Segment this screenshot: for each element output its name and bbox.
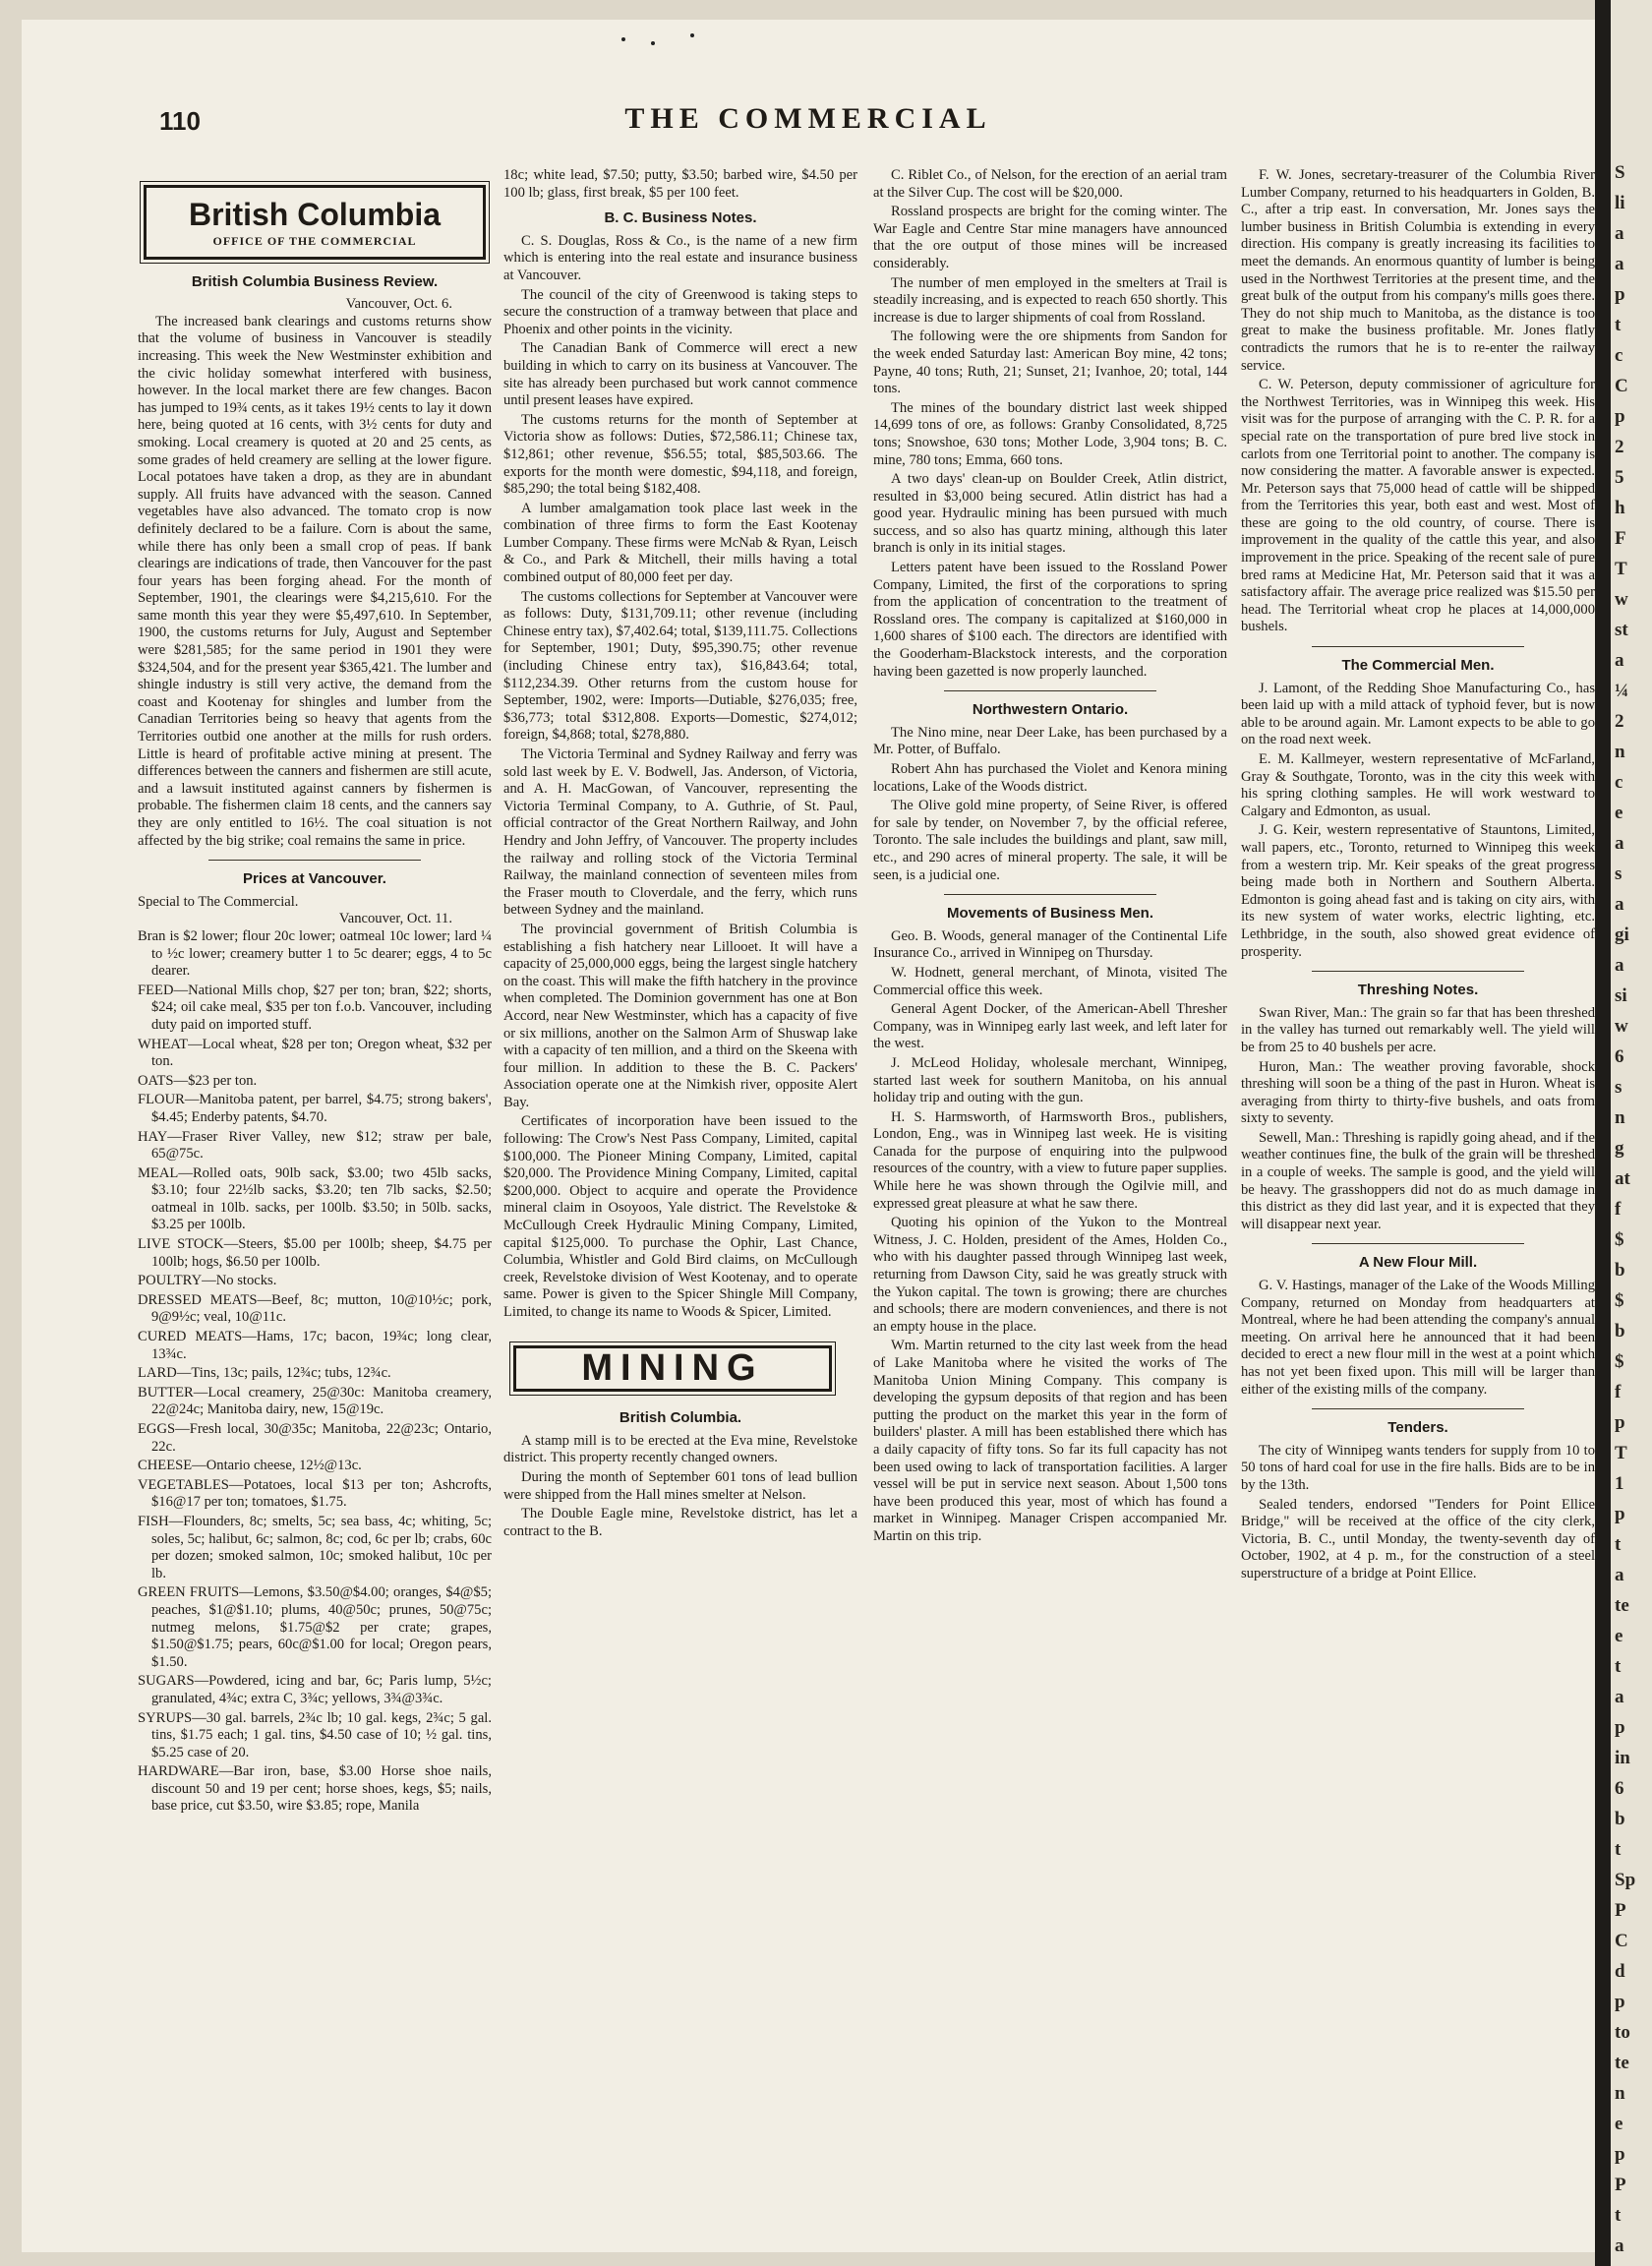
notes-list <box>503 233 857 1322</box>
article-heading: B. C. Business Notes. <box>604 209 757 227</box>
article-heading: Tenders. <box>1387 1419 1448 1437</box>
news-item: Certificates of incorporation have been issued to the following: The Crow's Nest Pass Company, Limited, capital $100,000. The Pioneer Mining Company, Limited, capital $20,000. The Providence Mining Company, Limited, capital $200,000. Object to acquire and operate the Providence mineral claim in Osoyoos, Yale district. The Revelstoke & McCullough Creek Hydraulic Mining Company, Limited, capital $125,000. To purchase the Ophir, Last Chance, Columbia, Whistler and Gold Bird claims, on McCullough creek, Revelstoke division of West Kootenay, and to operate same. Power is given to the Spicer Shingle Mill Company, Limited, to change its name to Woods & Spicer, Limited. <box>503 1113 857 1320</box>
news-item: The customs returns for the month of September at Victoria show as follows: Duties, $72,586.11; Chinese tax, $12,861; other revenue, $56.55; total, $85,503.66. The exports for the month were domestic, $94,118, and foreign, $85,290; the total being $182,408. <box>503 411 857 498</box>
adjacent-page-fragment: g <box>1615 1138 1624 1159</box>
price-list <box>138 928 492 1816</box>
divider <box>1312 1243 1524 1244</box>
price-item: GREEN FRUITS—Lemons, $3.50@$4.00; oranges, $4@$5; peaches, $1@$1.10; plums, 40@50c; prunes, 50@75c; nutmeg melons, $1.75@$2 per crate; grapes, $1.50@$1.75; pears, 60c@$1.00 for local; Oregon pears, $1.50. <box>138 1584 492 1670</box>
news-item: Wm. Martin returned to the city last week from the head of Lake Manitoba where he visited the works of The Manitoba Union Mining Company. This company is developing the gypsum deposits of that region and has been putting the product on the market this year in the form of builders' plaster. A mill has been established there which has a daily capacity of fifty tons. So far its full capacity has not been used owing to lack of transportation facilities. A larger vessel will be put in service next season. About 1,500 tons have been produced this year, most of which has found a market in Winnipeg. Manager Crispen accompanied Mr. Martin on this trip. <box>873 1338 1227 1544</box>
adjacent-page-fragment: 1 <box>1615 1473 1624 1494</box>
adjacent-page-fragment: b <box>1615 1809 1625 1829</box>
price-item: EGGS—Fresh local, 30@35c; Manitoba, 22@23c; Ontario, 22c. <box>138 1421 492 1455</box>
adjacent-page-fragment: h <box>1615 498 1625 518</box>
divider <box>1312 971 1524 972</box>
adjacent-page-fragment: te <box>1615 2053 1629 2073</box>
column-3 <box>873 167 1227 2223</box>
news-item: The following were the ore shipments from Sandon for the week ended Saturday last: American Boy mine, 42 tons; Payne, 40 tons; Ruth, 21; Sunset, 21; Ivanhoe, 20; total, 144 tons. <box>873 328 1227 397</box>
price-item: HARDWARE—Bar iron, base, $3.00 Horse shoe nails, discount 50 and 19 per cent; horse shoes, kegs, $5; nails, base price, cut $3.50, wire $3.85; rope, Manila <box>138 1763 492 1815</box>
news-item: Sewell, Man.: Threshing is rapidly going ahead, and if the weather continues fine, the bulk of the grain will be threshed in a couple of weeks. The sample is good, and the yield will be heavy. The grasshoppers did not do as much damage in this district as they did last year, and it is expected that they will disappear next year. <box>1241 1129 1595 1232</box>
adjacent-page-fragment: e <box>1615 1626 1623 1646</box>
adjacent-page-fragment: a <box>1615 955 1624 976</box>
adjacent-page-fragment: C <box>1615 376 1628 396</box>
adjacent-page-fragment: $ <box>1615 1229 1624 1250</box>
price-item: OATS—$23 per ton. <box>138 1072 258 1089</box>
article-body: 18c; white lead, $7.50; putty, $3.50; barbed wire, $4.50 per 100 lb; glass, first break, $5 per 100 feet. <box>503 167 857 201</box>
news-item: J. McLeod Holiday, wholesale merchant, Winnipeg, started last week for southern Manitoba, on his annual holiday trip and outing with the gun. <box>873 1054 1227 1106</box>
news-item: The council of the city of Greenwood is taking steps to secure the construction of a tramway between that place and Phoenix and other points in the vicinity. <box>503 286 857 337</box>
adjacent-page-fragment: n <box>1615 1107 1625 1128</box>
adjacent-page-fragment: 6 <box>1615 1046 1624 1067</box>
adjacent-page-fragment: at <box>1615 1168 1630 1189</box>
movements-list <box>873 928 1227 1546</box>
column-1 <box>138 167 492 2223</box>
article-heading: Threshing Notes. <box>1357 982 1479 999</box>
adjacent-page-fragment: a <box>1615 650 1624 671</box>
intro-list <box>1241 167 1595 636</box>
adjacent-page-fragment: e <box>1615 803 1623 823</box>
news-item: F. W. Jones, secretary-treasurer of the Columbia River Lumber Company, returned to his headquarters in Golden, B. C., after a trip east. In conversation, Mr. Jones says the lumber business in British Columbia is extending in every direction. His company is greatly increasing its facilities to meet the demands. An enormous quantity of lumber is being used in the Northwest Territories at the present time, and the great bulk of the output from his company's mills goes there. They do not ship much to Manitoba, as the distance is too great to make the business profitable. Mr. Jones flatly contradicts the rumors that he is to re-enter the railway service. <box>1241 167 1595 374</box>
adjacent-page-fragment: 5 <box>1615 467 1624 488</box>
dateline: Vancouver, Oct. 11. <box>338 911 452 927</box>
price-item: SYRUPS—30 gal. barrels, 2¾c lb; 10 gal. kegs, 2¾c; 5 gal. tins, $1.75 each; 1 gal. tins, $4.50 case of 10; ½ gal. tins, $5.25 case of 20. <box>138 1709 492 1760</box>
adjacent-page-fragment: s <box>1615 864 1622 884</box>
price-item: DRESSED MEATS—Beef, 8c; mutton, 10@10½c; pork, 9@9½c; veal, 10@11c. <box>138 1291 492 1326</box>
adjacent-page-fragment: P <box>1615 2175 1626 2195</box>
price-item: CHEESE—Ontario cheese, 12½@13c. <box>138 1458 362 1474</box>
news-item: Rossland prospects are bright for the coming winter. The War Eagle and Centre Star mine managers have announced that the ore output of those mines will be increased considerably. <box>873 204 1227 271</box>
news-item: J. G. Keir, western representative of Stauntons, Limited, wall papers, etc., Toronto, returned to Winnipeg this week from a western trip. Mr. Keir speaks of the great progress being made both in Northern and Southern Alberta. Edmonton is going ahead fast and is taking on city airs, with its new system of water works, electric lighting, etc. Lethbridge, in the south, also showed great evidence of prosperity. <box>1241 822 1595 960</box>
adjacent-page-fragment: $ <box>1615 1351 1624 1372</box>
news-item: The mines of the boundary district last week shipped 14,699 tons of ore, as follows: Granby Consolidated, 8,725 tons; Snowshoe, 630 tons; Mother Lode, 3,904 tons; B. C. mine, 780 tons; Emma, 660 tons. <box>873 399 1227 468</box>
price-item: FEED—National Mills chop, $27 per ton; bran, $22; shorts, $24; oil cake meal, $35 per ton f.o.b. Vancouver, including duty paid on imported stuff. <box>138 982 492 1033</box>
adjacent-page-fragment: a <box>1615 1565 1624 1585</box>
column-4 <box>1241 167 1595 2223</box>
section-box-subtitle: OFFICE OF THE COMMERCIAL <box>212 234 417 248</box>
commercial-men-list <box>1241 681 1595 962</box>
adjacent-page-fragment: F <box>1615 528 1626 549</box>
price-item: LARD—Tins, 13c; pails, 12¾c; tubs, 12¾c. <box>138 1365 391 1382</box>
page-header <box>22 98 1595 142</box>
adjacent-page-edge <box>1611 0 1652 2266</box>
price-item: FLOUR—Manitoba patent, per barrel, $4.75; strong bakers', $4.45; Enderby patents, $4.70. <box>138 1092 492 1125</box>
column-2 <box>503 167 857 2223</box>
adjacent-page-fragment: b <box>1615 1260 1625 1281</box>
adjacent-page-fragment: t <box>1615 315 1622 335</box>
adjacent-page-fragment: st <box>1615 620 1628 640</box>
adjacent-page-fragment: d <box>1615 1961 1625 1982</box>
adjacent-page-fragment: p <box>1615 1504 1625 1524</box>
divider <box>944 894 1156 895</box>
divider <box>1312 646 1524 647</box>
adjacent-page-fragment: e <box>1615 2114 1623 2134</box>
adjacent-page-fragment: t <box>1615 1656 1622 1677</box>
adjacent-page-fragment: gi <box>1615 924 1629 945</box>
news-item: The Olive gold mine property, of Seine River, is offered for sale by tender, on November 7, by the official referee, Toronto. The sale includes the buildings and plant, saw mill, etc., and 290 acres of mineral property. The sale, it will be seen, is a judicial one. <box>873 798 1227 883</box>
tenders-list <box>1241 1443 1595 1583</box>
price-item: SUGARS—Powdered, icing and bar, 6c; Paris lump, 5½c; granulated, 4¾c; extra C, 3¾c; yellows, 3¾@3¾c. <box>138 1673 492 1706</box>
news-item: Quoting his opinion of the Yukon to the Montreal Witness, J. C. Holden, president of the Ames, Holden Co., who with his daughter passed through Winnipeg last week, returning from Dawson City, said he was greatly struck with the Yukon capital. The town is growing; there are churches and schools; there are modern conveniences, and there is not an empty house in the place. <box>873 1215 1227 1335</box>
news-item: The customs collections for September at Vancouver were as follows: Duty, $131,709.11; other revenue (including Chinese entry tax), $7,402.64; total, $139,111.75. Collections for September, 1901; Duty, $95,390.75; other revenue (including Chinese entry tax), $16,843.64; total, $112,234.39. Other returns from the custom house for September, 1902, were: Imports—Dutiable, $276,035; free, $36,773; total $312,808. Exports—Domestic, $274,012; foreign, $4,868; total, $278,880. <box>503 588 857 744</box>
adjacent-page-fragment: n <box>1615 2083 1625 2104</box>
price-item: POULTRY—No stocks. <box>138 1273 277 1289</box>
adjacent-page-fragment: a <box>1615 2236 1624 2256</box>
mining-list <box>503 1433 857 1541</box>
scan-dot <box>690 33 694 37</box>
adjacent-page-fragment: 2 <box>1615 711 1624 732</box>
adjacent-page-fragment: ¼ <box>1615 681 1629 701</box>
adjacent-page-fragment: 6 <box>1615 1778 1624 1799</box>
adjacent-page-fragment: in <box>1615 1748 1630 1768</box>
news-item: General Agent Docker, of the American-Abell Thresher Company, was in Winnipeg early last week, and left later for the west. <box>873 1001 1227 1052</box>
newspaper-page <box>22 20 1595 2252</box>
adjacent-page-fragment: a <box>1615 894 1624 915</box>
article-heading: British Columbia Business Review. <box>191 272 439 290</box>
adjacent-page-fragment: si <box>1615 985 1627 1006</box>
adjacent-page-fragment: 2 <box>1615 437 1624 457</box>
news-item: The city of Winnipeg wants tenders for supply from 10 to 50 tons of hard coal for use in the fire halls. Bids are to be in by the 13th. <box>1241 1442 1595 1493</box>
article-body: G. V. Hastings, manager of the Lake of the Woods Milling Company, returned on Monday from headquarters at Montreal, where he had been attending the company's annual meeting. On arrival here he announced that it had been decided to erect a new flour mill in the west at a point which has not yet been fixed upon. This mill will be larger than either of the existing mills of the company. <box>1241 1278 1595 1398</box>
article-heading: Movements of Business Men. <box>946 905 1154 923</box>
news-item: The Canadian Bank of Commerce will erect a new building in which to carry on its business at Vancouver. The site has already been purchased but work cannot commence until present leases have expired. <box>503 340 857 409</box>
adjacent-page-fragment: to <box>1615 2022 1630 2043</box>
news-item: Geo. B. Woods, general manager of the Continental Life Insurance Co., arrived in Winnipeg on Thursday. <box>873 927 1227 962</box>
article-heading: British Columbia. <box>619 1409 742 1427</box>
news-item: A two days' clean-up on Boulder Creek, Atlin district, resulted in $3,000 being secured. Atlin district has had a good year. Hydraulic mining has been pursued with much success, and so also has quartz mining, although this later branch is only in its initial stages. <box>873 471 1227 557</box>
article-heading: The Commercial Men. <box>1341 657 1495 675</box>
divider <box>1312 1408 1524 1409</box>
adjacent-page-fragment: s <box>1615 1077 1622 1098</box>
adjacent-page-fragment: t <box>1615 2205 1622 2226</box>
article-body: The increased bank clearings and customs returns show that the volume of business in Vancouver is steadily increasing. This week the New Westminster exhibition and the civic holiday somewhat interfered with business, however. In the local market there are few changes. Bacon has jumped to 19¾ cents, as it takes 19½ cents to lay it down here, being quoted at 16 cents, with 3½ cents for duty and smoking. Local creamery is quoted at 20 and 25 cents, as some grades of held creamery are selling at the lower figure. Local potatoes have taken a drop, as they are in abundant supply. All fruits have advanced with the season. Canned vegetables have also advanced. The tomato crop is now definitely declared to be a failure. Corn is about the same, while there has only been a small crop of peas. If bank clearings are indications of trade, then Vancouver for the past four years has been forging ahead. For the month of September, 1901, the clearings were $4,215,610. For the same month this year they were $5,497,610. In September, 1900, the customs returns for July, August and September were $281,585; for the same period in 1901 they were $324,504, and for the present year $365,421. The lumber and shingle industry is still very active, the demand from the coast and Kootenay for shingles and lumber from the Canadian Territories being so heavy that agents from the Territories outbid one another at the mills for rush orders. Little is heard of profitable active mining at present. The differences between the canners and fishermen are still acute, and a lawsuit instituted against canners by fishermen is probable. The fishermen claim 18 cents, and the canners say they are only entitled to 16½. The coal situation is not affected by the big strike; coal remains the same in price. <box>138 313 492 849</box>
adjacent-page-fragment: p <box>1615 1992 1625 2012</box>
adjacent-page-fragment: f <box>1615 1382 1622 1402</box>
news-item: Letters patent have been issued to the Rossland Power Company, Limited, the first of the corporations to spring from the application of concentration to the treatment of Rossland ores. The company is capitalized at $160,000 in 1,600 shares of $100 each. The directors are identified with the Gooderham-Blackstock interests, and the corporation having been gazetted is now properly launched. <box>873 560 1227 680</box>
article-heading: Northwestern Ontario. <box>972 701 1129 719</box>
news-item: Huron, Man.: The weather proving favorable, shock threshing will soon be a thing of the past in Huron. Wheat is averaging from thirty to thirty-five bushels, and oats from sixty to seventy. <box>1241 1058 1595 1127</box>
price-item: CURED MEATS—Hams, 17c; bacon, 19¾c; long clear, 13¾c. <box>138 1329 492 1362</box>
news-item: The provincial government of British Columbia is establishing a fish hatchery near Lillooet. It will have a capacity of 25,000,000 eggs, being the largest single hatchery on the coast. This will make the fifth hatchery in the province when completed. The Dominion government has one at Bon Accord, near New Westminster, which has a capacity of five or six millions, another on the Salmon Arm of Shuswap lake with a capacity of ten million, and a third on the Skeena with four million. In addition to these the B. C. Packers' Association operate one at the Nimkish river, opposite Alert Bay. <box>503 921 857 1110</box>
price-item: MEAL—Rolled oats, 90lb sack, $3.00; two 45lb sacks, $3.10; four 22½lb sacks, $3.20; ten 7lb sacks, $2.50; oatmeal in 10lb. sacks, per 100lb. $3.50; in 50lb. sacks, $3.25 per 100lb. <box>138 1164 492 1233</box>
divider <box>944 690 1156 691</box>
news-item: The Double Eagle mine, Revelstoke district, has let a contract to the B. <box>503 1506 857 1539</box>
adjacent-page-fragment: Sp <box>1615 1870 1636 1890</box>
adjacent-page-fragment: p <box>1615 1717 1625 1738</box>
northwestern-list <box>873 725 1227 884</box>
price-item: WHEAT—Local wheat, $28 per ton; Oregon wheat, $32 per ton. <box>138 1036 492 1070</box>
adjacent-page-fragment: a <box>1615 254 1624 274</box>
adjacent-page-fragment: S <box>1615 162 1625 183</box>
news-item: J. Lamont, of the Redding Shoe Manufacturing Co., has been laid up with a mild attack of typhoid fever, but is now able to be around again. Mr. Lamont expects to be able to go on the road next week. <box>1241 680 1595 748</box>
adjacent-page-fragment: f <box>1615 1199 1622 1220</box>
price-item: VEGETABLES—Potatoes, local $13 per ton; Ashcrofts, $16@17 per ton; tomatoes, $1.75. <box>138 1476 492 1511</box>
news-item: H. S. Harmsworth, of Harmsworth Bros., publishers, London, Eng., was in Winnipeg last week. He is visiting Canada for the purpose of enquiring into the pulpwood resources of the country, with a view to future paper supplies. While here he was shown through the Ogilvie mill, and expressed great pleasure at what he saw there. <box>873 1108 1227 1212</box>
adjacent-page-fragment: p <box>1615 2144 1625 2165</box>
adjacent-page-fragment: t <box>1615 1839 1622 1860</box>
adjacent-page-fragment: li <box>1615 193 1625 213</box>
section-box-title: British Columbia <box>188 197 441 232</box>
adjacent-page-fragment: p <box>1615 1412 1625 1433</box>
page-number: 110 <box>159 106 201 136</box>
price-item: HAY—Fraser River Valley, new $12; straw per bale, 65@75c. <box>138 1128 492 1163</box>
news-item: The Nino mine, near Deer Lake, has been purchased by a Mr. Potter, of Buffalo. <box>873 724 1227 758</box>
news-item: W. Hodnett, general merchant, of Minota, visited The Commercial office this week. <box>873 964 1227 998</box>
adjacent-page-fragment: c <box>1615 345 1623 366</box>
news-item: Robert Ahn has purchased the Violet and Kenora mining locations, Lake of the Woods district. <box>873 761 1227 795</box>
news-item: A stamp mill is to be erected at the Eva mine, Revelstoke district. This property recently changed owners. <box>503 1432 857 1466</box>
article-heading: Prices at Vancouver. <box>243 870 386 888</box>
price-item: BUTTER—Local creamery, 25@30c: Manitoba creamery, 22@24c; Manitoba dairy, new, 15@19c. <box>138 1384 492 1418</box>
adjacent-page-fragment: $ <box>1615 1290 1624 1311</box>
adjacent-page-fragment: n <box>1615 742 1625 762</box>
news-item: The Victoria Terminal and Sydney Railway and ferry was sold last week by E. V. Bodwell, Jas. Anderson, of Victoria, and A. H. MacGowan, of Vancouver, representing the Victoria Terminal Company, to A. Guthrie, of St. Paul, official contractor of the Great Northern Railway, and John Hendry and John Jeffry, of Vancouver. The property includes the railway and rolling stock of the Victoria Terminal Railway, the mainland connection of seventeen miles from the Fraser mouth to Cloverdale, and the ferry, which runs between Sydney and the mainland. <box>503 746 857 919</box>
adjacent-page-fragment: P <box>1615 1900 1626 1921</box>
news-item: E. M. Kallmeyer, western representative of McFarland, Gray & Southgate, Toronto, was in the city this week with his spring clothing samples. He will work westward to Calgary and Edmonton, as usual. <box>1241 751 1595 819</box>
adjacent-page-fragment: a <box>1615 223 1624 244</box>
dateline: Vancouver, Oct. 6. <box>345 296 452 313</box>
news-item: Sealed tenders, endorsed "Tenders for Point Ellice Bridge," will be received at the office of the city clerk, Victoria, B. C., until Monday, the twenty-seventh day of October, 1902, at 4 p. m., for the construction of a steel superstructure of a bridge at Point Ellice. <box>1241 1496 1595 1581</box>
news-item: Swan River, Man.: The grain so far that has been threshed in the valley has turned out remarkably well. The yield will be from 25 to 40 bushels per acre. <box>1241 1004 1595 1055</box>
article-heading: A New Flour Mill. <box>1358 1254 1478 1272</box>
special-line: Special to The Commercial. <box>138 893 299 910</box>
news-item: C. Riblet Co., of Nelson, for the erection of an aerial tram at the Silver Cup. The cost will be $20,000. <box>873 167 1227 201</box>
adjacent-page-fragment: c <box>1615 772 1623 793</box>
scan-dot <box>621 37 625 41</box>
price-item: LIVE STOCK—Steers, $5.00 per 100lb; sheep, $4.75 per 100lb; hogs, $6.50 per 100lb. <box>138 1236 492 1270</box>
news-item: C. W. Peterson, deputy commissioner of agriculture for the Northwest Territories, was in Winnipeg this week. His visit was for the purpose of arranging with the C. P. R. for a special rate on the transportation of pure bred live stock in carlots from one Territorial point to another. The company is now considering the matter. A favorable answer is expected. Mr. Peterson says that 75,000 head of cattle will be shipped from the Territories this year, both east and west. Most of these are going to the old country, of course. There is improvement in the quality of the cattle this year, and also improvement in the price. Speaking of the recent sale of pure bred rams at Medicine Hat, Mr. Peterson said that it was a satisfactory affair. The average price realized was $15.50 per head. The Territorial wheat crop he places at 14,000,000 bushels. <box>1241 377 1595 635</box>
masthead-title: THE COMMERCIAL <box>624 102 992 135</box>
adjacent-page-fragment: t <box>1615 1534 1622 1555</box>
adjacent-page-fragment: b <box>1615 1321 1625 1342</box>
price-item: FISH—Flounders, 8c; smelts, 5c; sea bass, 4c; whiting, 5c; soles, 5c; halibut, 6c; salmon, 8c; cod, 6c per lb; crabs, 60c per dozen; smoked salmon, 10c; smoked halibut, 10c per lb. <box>138 1513 492 1581</box>
news-item: During the month of September 601 tons of lead bullion were shipped from the Hall mines smelter at Nelson. <box>503 1468 857 1503</box>
adjacent-page-fragment: a <box>1615 1687 1624 1707</box>
section-box-mining: MINING <box>513 1345 832 1393</box>
news-item: C. S. Douglas, Ross & Co., is the name of a new firm which is entering into the real estate and insurance business at Vancouver. <box>503 232 857 283</box>
adjacent-page-fragment: p <box>1615 284 1625 305</box>
adjacent-page-fragment: te <box>1615 1595 1629 1616</box>
scan-dot <box>651 41 655 45</box>
adjacent-page-fragment: p <box>1615 406 1625 427</box>
threshing-list <box>1241 1005 1595 1234</box>
news-item: A lumber amalgamation took place last week in the combination of three firms to form the East Kootenay Lumber Company. These firms were McNab & Ryan, Leisch & Co., and Park & Mitchell, their mills having a total combined output of 80,000 feet per day. <box>503 500 857 586</box>
adjacent-page-fragment: a <box>1615 833 1624 854</box>
adjacent-page-fragment: T <box>1615 1443 1627 1463</box>
adjacent-page-fragment: w <box>1615 589 1628 610</box>
adjacent-page-fragment: w <box>1615 1016 1628 1037</box>
price-item: Bran is $2 lower; flour 20c lower; oatmeal 10c lower; lard ¼ to ½c lower; creamery butter 1 to 5c dearer; eggs, 4 to 5c dearer. <box>138 927 492 980</box>
divider <box>208 860 421 861</box>
section-box-british-columbia <box>144 185 486 260</box>
mining-continued-list <box>873 167 1227 681</box>
adjacent-page-fragment: T <box>1615 559 1627 579</box>
adjacent-page-fragment: C <box>1615 1931 1628 1951</box>
news-item: The number of men employed in the smelters at Trail is steadily increasing, and is expected to reach 650 shortly. This increase is due to larger shipments of coal from Rossland. <box>873 274 1227 326</box>
